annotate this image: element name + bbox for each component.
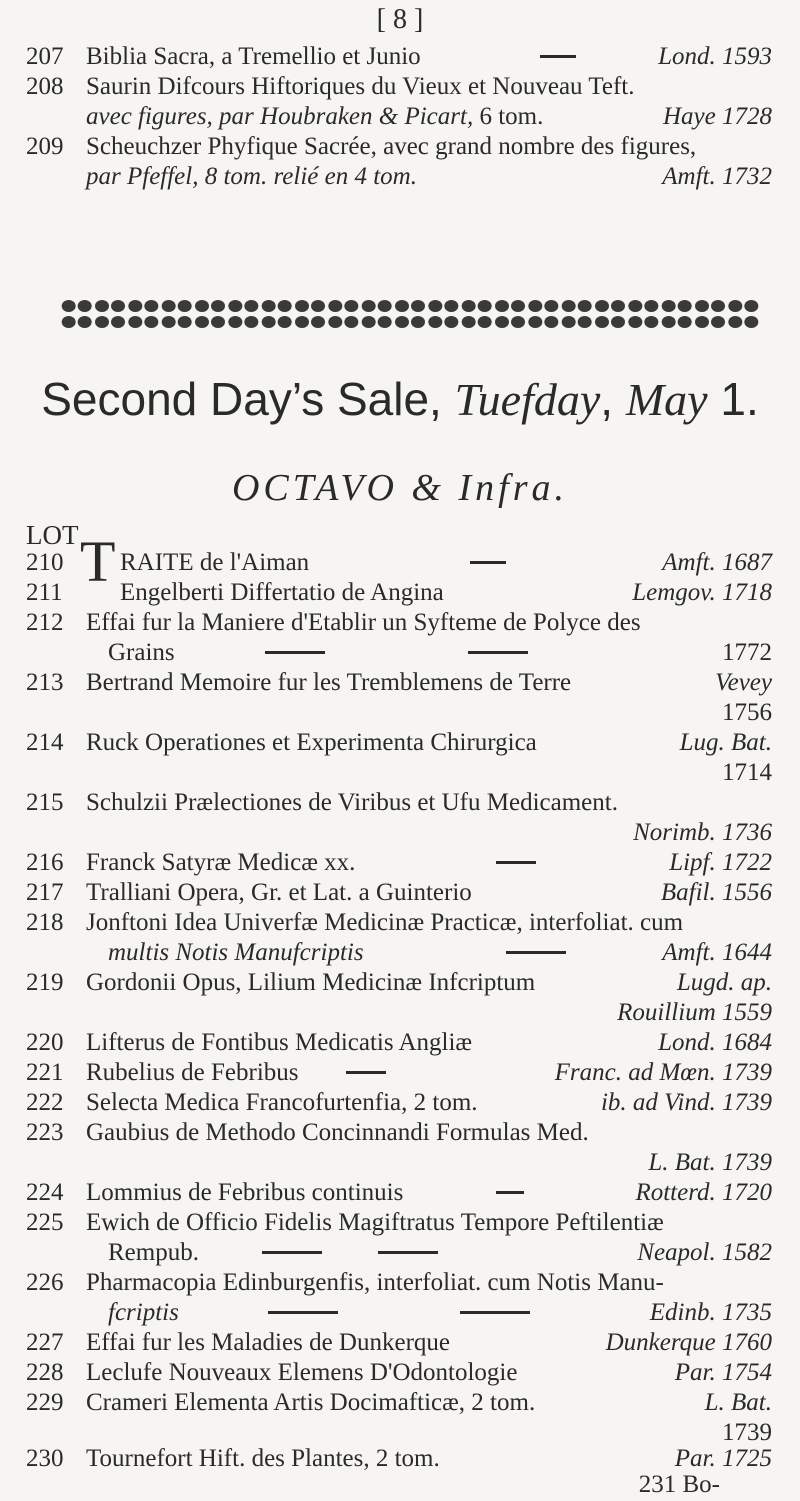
lot-number: 214 (26, 729, 64, 756)
lot-216 (0, 848, 800, 878)
lot-place: Franc. ad Mœn. 1739 (554, 1059, 772, 1086)
heading-prefix: Second Day’s Sale, (41, 373, 455, 425)
fleuron-icon (295, 300, 325, 328)
lot-210 (0, 548, 800, 578)
lot-title: Effai fur les Maladies de Dunkerque (86, 1329, 450, 1356)
lot-place: Neapol. 1582 (637, 1239, 772, 1266)
lot-place: Par. 1725 (674, 1445, 772, 1472)
lot-year: 1739 (722, 1419, 772, 1446)
lot-place: Vevey (715, 669, 772, 696)
lot-title: Ewich de Officio Fidelis Magiftratus Tempore Peftilentiæ (86, 1209, 664, 1236)
fleuron-icon (728, 300, 758, 328)
lot-note: avec figures, par Houbraken & Picart, (86, 103, 474, 130)
lot-place: Amft. 1687 (662, 549, 772, 576)
lot-number: 218 (26, 909, 64, 936)
lot-number: 225 (26, 1209, 64, 1236)
lot-title: Ruck Operationes et Experimenta Chirurgica (86, 729, 537, 756)
lot-number: 222 (26, 1089, 64, 1116)
lot-223-place-row (0, 1148, 800, 1178)
fleuron-icon (128, 300, 158, 328)
rule-dash (540, 55, 576, 58)
lot-228 (0, 1358, 800, 1388)
lot-213 (0, 668, 800, 698)
lot-225 (0, 1208, 800, 1238)
rule-dash (506, 951, 566, 954)
sale-day-heading (0, 372, 800, 426)
lot-212-continuation (0, 638, 800, 668)
lot-number: 226 (26, 1269, 64, 1296)
lot-title: Gaubius de Methodo Concinnandi Formulas Med. (86, 1119, 589, 1146)
lot-continuation: Rempub. (108, 1239, 199, 1266)
lot-219-year-row (0, 998, 800, 1028)
fleuron-icon (562, 300, 592, 328)
rule-dash (496, 861, 536, 864)
lot-number: 216 (26, 849, 64, 876)
lot-title: Pharmacopia Edinburgenfis, interfoliat. cum Notis Manu- (86, 1269, 664, 1296)
fleuron-icon (95, 300, 125, 328)
lot-place: Par. 1754 (674, 1359, 772, 1386)
lot-number: 219 (26, 969, 64, 996)
format-subheading: OCTAVO & Infra. (231, 467, 568, 509)
lot-211 (0, 578, 800, 608)
lot-number: 212 (26, 609, 64, 636)
lot-215-place-row (0, 818, 800, 848)
fleuron-icon (62, 300, 92, 328)
lot-place: Norimb. 1736 (633, 819, 772, 846)
lot-number: 209 (26, 133, 64, 160)
lot-number: 230 (26, 1445, 64, 1472)
lot-number: 208 (26, 73, 64, 100)
lot-title: Gordonii Opus, Lilium Medicinæ Infcriptum (86, 969, 536, 996)
rule-dash (470, 561, 506, 564)
rule-dash (346, 1071, 386, 1074)
lot-continuation: multis Notis Manufcriptis (108, 939, 364, 966)
lot-212 (0, 608, 800, 638)
lot-title: RAITE de l'Aiman (120, 549, 310, 576)
lot-place: Amft. 1644 (662, 939, 772, 966)
page-number: [ 8 ] (376, 4, 424, 35)
lot-number: 229 (26, 1389, 64, 1416)
lot-place: Dunkerque 1760 (605, 1329, 772, 1356)
lot-title: Lommius de Febribus continuis (86, 1179, 404, 1206)
fleuron-icon (662, 300, 692, 328)
lot-title: Crameri Elementa Artis Docimafticæ, 2 tom. (86, 1389, 536, 1416)
fleuron-icon (628, 300, 658, 328)
lot-title: Lifterus de Fontibus Medicatis Angliæ (86, 1029, 473, 1056)
rule-dash (265, 651, 325, 654)
lot-226-continuation (0, 1298, 800, 1328)
lot-place: ib. ad Vind. 1739 (600, 1089, 772, 1116)
lot-title: Effai fur la Maniere d'Etablir un Syfteme de Polyce des (86, 609, 641, 636)
fleuron-icon (195, 300, 225, 328)
lot-title: Leclufe Nouveaux Elemens D'Odontologie (86, 1359, 518, 1386)
fleuron-icon (328, 300, 358, 328)
lot-place: Amft. 1732 (662, 163, 772, 190)
lot-title: Jonftoni Idea Univerfæ Medicinæ Practicæ, interfoliat. cum (86, 909, 684, 936)
lot-column-label: LOT (26, 520, 79, 550)
fleuron-icon (462, 300, 492, 328)
lot-place: Lipf. 1722 (669, 849, 772, 876)
lot-214-year-row (0, 758, 800, 788)
lot-title: Franck Satyræ Medicæ xx. (86, 849, 356, 876)
lot-place: Rotterd. 1720 (635, 1179, 772, 1206)
lot-221 (0, 1058, 800, 1088)
catchword-row (0, 1470, 800, 1500)
fleuron-icon (162, 300, 192, 328)
lot-number: 223 (26, 1119, 64, 1146)
rule-dash (378, 1251, 438, 1254)
lot-title: Rubelius de Febribus (86, 1059, 299, 1086)
lot-217 (0, 878, 800, 908)
catchword: 231 Bo- (638, 1471, 720, 1498)
lot-208-continuation (86, 102, 543, 132)
lot-number: 220 (26, 1029, 64, 1056)
heading-month: May (625, 374, 708, 425)
fleuron-band-ornament (60, 296, 760, 332)
lot-215 (0, 788, 800, 818)
lot-218-continuation (0, 938, 800, 968)
lot-title: Engelberti Differtatio de Angina (120, 579, 444, 606)
lot-219 (0, 968, 800, 998)
lot-title: Biblia Sacra, a Tremellio et Junio (86, 43, 421, 70)
lot-place: L. Bat. 1739 (648, 1149, 772, 1176)
lot-226 (0, 1268, 800, 1298)
lot-continuation: Grains (108, 639, 175, 666)
rule-dash (468, 651, 528, 654)
lot-volumes: 6 tom. (479, 103, 544, 130)
fleuron-icon (228, 300, 258, 328)
lot-place: Lond. 1593 (658, 43, 772, 70)
lot-number: 224 (26, 1179, 64, 1206)
lot-place: Bafil. 1556 (660, 879, 772, 906)
lot-218 (0, 908, 800, 938)
rule-dash (460, 1311, 530, 1314)
lot-title: Tournefort Hift. des Plantes, 2 tom. (86, 1445, 440, 1472)
fleuron-icon (395, 300, 425, 328)
lot-year: 1714 (722, 759, 772, 786)
lot-title: Bertrand Memoire fur les Tremblemens de Terre (86, 669, 572, 696)
lot-227 (0, 1328, 800, 1358)
drop-cap: T (80, 529, 116, 594)
fleuron-icon (528, 300, 558, 328)
fleuron-icon (695, 300, 725, 328)
heading-day: Tuefday (454, 374, 601, 425)
lot-209-place-row (0, 162, 800, 192)
lot-number: 217 (26, 879, 64, 906)
rule-dash (262, 1251, 322, 1254)
lot-place: L. Bat. (704, 1389, 772, 1416)
lot-place: 1772 (722, 639, 772, 666)
lot-207 (0, 42, 800, 72)
lot-place: Lond. 1684 (658, 1029, 772, 1056)
lot-place: Lemgov. 1718 (632, 579, 772, 606)
lot-number: 215 (26, 789, 64, 816)
lot-year: 1756 (722, 699, 772, 726)
lot-number: 211 (26, 579, 63, 606)
lot-number: 221 (26, 1059, 64, 1086)
lot-225-continuation (0, 1238, 800, 1268)
lot-number: 207 (26, 43, 64, 70)
lot-place: Lug. Bat. (679, 729, 772, 756)
lot-223 (0, 1118, 800, 1148)
lot-place: Lugd. ap. (676, 969, 772, 996)
lot-222 (0, 1088, 800, 1118)
lot-title: Schulzii Prælectiones de Viribus et Ufu Medicament. (86, 789, 618, 816)
heading-date: 1. (707, 373, 759, 425)
lot-title: Tralliani Opera, Gr. et Lat. a Guinterio (86, 879, 472, 906)
rule-dash (268, 1311, 338, 1314)
lot-209-continuation: par Pfeffel, 8 tom. relié en 4 tom. (86, 163, 417, 190)
fleuron-icon (428, 300, 458, 328)
lot-224 (0, 1178, 800, 1208)
lot-place: Edinb. 1735 (649, 1299, 772, 1326)
lot-continuation: fcriptis (108, 1299, 179, 1326)
lot-209 (0, 132, 800, 162)
lot-213-year-row (0, 698, 800, 728)
lot-220 (0, 1028, 800, 1058)
heading-sep: , (600, 373, 626, 425)
rule-dash (496, 1191, 524, 1194)
lot-year: Rouillium 1559 (617, 999, 772, 1026)
lot-number: 210 (26, 549, 64, 576)
lot-number: 227 (26, 1329, 64, 1356)
lot-214 (0, 728, 800, 758)
fleuron-icon (262, 300, 292, 328)
lot-208 (0, 72, 800, 102)
fleuron-icon (595, 300, 625, 328)
lot-229 (0, 1388, 800, 1418)
lot-number: 213 (26, 669, 64, 696)
lot-number: 228 (26, 1359, 64, 1386)
lot-place: Haye 1728 (663, 103, 772, 130)
fleuron-icon (362, 300, 392, 328)
lot-title: Selecta Medica Francofurtenfia, 2 tom. (86, 1089, 478, 1116)
lot-title: Saurin Difcours Hiftoriques du Vieux et Nouveau Teft. (86, 73, 635, 100)
fleuron-icon (495, 300, 525, 328)
lot-title: Scheuchzer Phyfique Sacrée, avec grand nombre des figures, (86, 133, 697, 160)
